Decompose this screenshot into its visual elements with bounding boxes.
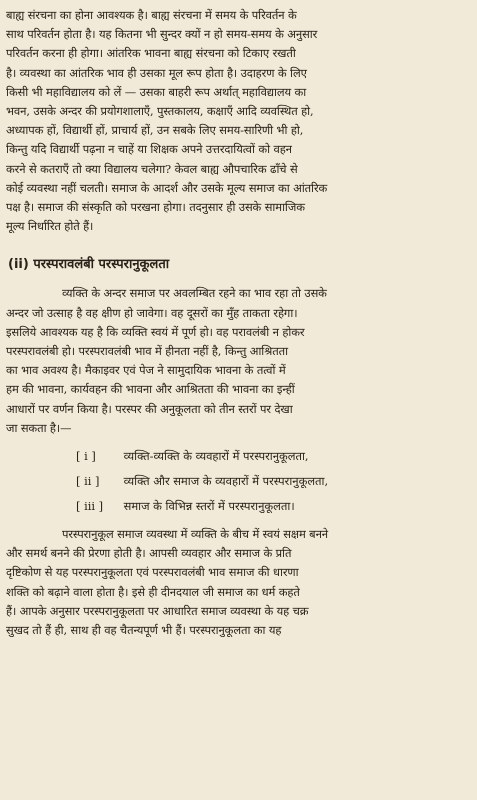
text-line: भवन, उसके अन्दर की प्रयोगशालाएँ, पुस्तकालय, कक्षाएँ आदि व्यवस्थित हो, <box>6 104 314 119</box>
paragraph-2 <box>6 284 469 438</box>
text-line: किसी भी महाविद्यालय को लें — उसका बाहरी रूप अर्थात् महाविद्यालय का <box>6 84 307 99</box>
list-marker: [ i ] <box>76 449 96 464</box>
level-list <box>6 444 469 519</box>
text-line: का भाव अवश्य है। मैकाइवर एवं पेज ने सामुदायिक भावना के तत्वों में <box>6 363 286 378</box>
text-line: आधारों पर वर्णन किया है। परस्पर की अनुकूलता को तीन स्तरों पर देखा <box>6 401 293 416</box>
text-line: व्यक्ति के अन्दर समाज पर अवलम्बित रहने का भाव रहा तो उसके <box>62 286 327 301</box>
text-line: अध्यापक हों, विद्यार्थी हों, प्राचार्य हों, उन सबके लिए समय-सारिणी भी हो, <box>6 123 304 138</box>
text-line: करने से कतराएँ तो क्या विद्यालय चलेगा? केवल बाह्य औपचारिक ढाँचे से <box>6 161 298 176</box>
text-line: हम की भावना, कार्यवहन की भावना और आश्रितता की भावना का इन्हीं <box>6 382 295 397</box>
paragraph-3 <box>6 525 469 640</box>
text-line: शक्ति को बढ़ाने वाला होता है। इसे ही दीनदयाल जी समाज का धर्म कहते <box>6 584 300 599</box>
text-line: साथ परिवर्तन होता है। यह कितना भी सुन्दर क्यों न हो समय-समय के अनुसार <box>6 27 318 42</box>
text-line: जा सकता है।— <box>6 420 72 435</box>
list-marker: [ iii ] <box>76 499 104 514</box>
text-line: परिवर्तन करना ही होगा। आंतरिक भावना बाह्य संरचना को टिकाए रखती <box>6 46 296 61</box>
text-line: और समर्थ बनने की प्रेरणा होती है। आपसी व्यवहार और समाज के प्रति <box>6 546 292 561</box>
text-line: सुखद तो हैं ही, साथ ही वह चैतन्यपूर्ण भी हैं। परस्परानुकूलता का यह <box>6 623 282 638</box>
text-line: परस्परानुकूल समाज व्यवस्था में व्यक्ति के बीच में स्वयं सक्षम बनने <box>62 527 329 542</box>
list-item-text: समाज के विभिन्न स्तरों में परस्परानुकूलता। <box>123 499 295 514</box>
text-line: किन्तु यदि विद्यार्थी पढ़ना न चाहें या शिक्षक अपने उत्तरदायित्वों को वहन <box>6 142 292 157</box>
text-line: पक्ष है। समाज की संस्कृति को परखना होगा। तदनुसार ही उसके सामाजिक <box>6 200 305 215</box>
section-heading <box>8 254 469 272</box>
paragraph-1 <box>6 6 469 236</box>
list-item <box>6 469 469 494</box>
list-marker: [ ii ] <box>76 474 100 489</box>
list-item-text: व्यक्ति और समाज के व्यवहारों में परस्परानुकूलता, <box>123 474 329 489</box>
text-line: मूल्य निर्धारित होते हैं। <box>6 219 94 234</box>
text-line: कोई व्यवस्था नहीं चलती। समाज के आदर्श और उसके मूल्य समाज का आंतरिक <box>6 180 328 195</box>
text-line: दृष्टिकोण से यह परस्परानुकूलता एवं परस्परावलंबी भाव समाज की धारणा <box>6 565 299 580</box>
list-item <box>6 494 469 519</box>
text-line: परस्परावलंबी हो। परस्परावलंबी भाव में हीनता नहीं है, किन्तु आश्रितता <box>6 344 288 359</box>
text-line: इसलिये आवश्यक यह है कि व्यक्ति स्वयं में पूर्ण हो। वह परावलंबी न होकर <box>6 324 305 339</box>
text-line: अन्दर जो उत्साह है वह क्षीण हो जावेगा। वह दूसरों का मुँह ताकता रहेगा। <box>6 305 298 320</box>
list-item <box>6 444 469 469</box>
text-line: हैं। आपके अनुसार परस्परानुकूलता पर आधारित समाज व्यवस्था के यह चक्र <box>6 603 309 618</box>
section-number: (ii) <box>8 257 29 273</box>
text-line: बाह्य संरचना का होना आवश्यक है। बाह्य संरचना में समय के परिवर्तन के <box>6 8 297 22</box>
section-title: परस्परावलंबी परस्परानुकूलता <box>33 257 170 273</box>
list-item-text: व्यक्ति-व्यक्ति के व्यवहारों में परस्परानुकूलता, <box>123 449 309 464</box>
text-line: है। व्यवस्था का आंतरिक भाव ही उसका मूल रूप होता है। उदाहरण के लिए <box>6 65 307 80</box>
